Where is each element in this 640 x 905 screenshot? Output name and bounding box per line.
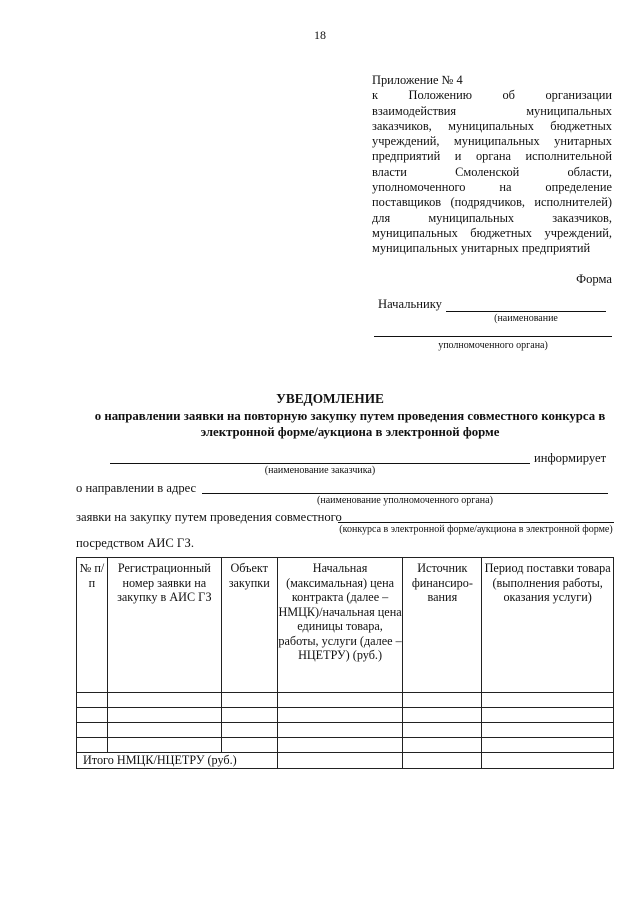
table-cell[interactable] bbox=[277, 738, 403, 753]
appendix-line: заказчиков, муниципальных бюджетных bbox=[372, 118, 612, 133]
header-cell-period: Период поставки товара (выполнения работы, оказания услуги) bbox=[482, 558, 614, 693]
table-cell[interactable] bbox=[482, 693, 614, 708]
document-subtitle bbox=[70, 409, 630, 440]
appendix-line: учреждений, муниципальных унитарных bbox=[372, 134, 612, 149]
table-cell[interactable] bbox=[107, 723, 221, 738]
header-cell-object: Объект закупки bbox=[221, 558, 277, 693]
addressee-caption: (наименование bbox=[494, 313, 558, 324]
appendix-line: к Положению об организации bbox=[372, 88, 612, 103]
appendix-line: взаимодействия муниципальных bbox=[372, 103, 612, 118]
table-cell[interactable] bbox=[403, 723, 482, 738]
subtitle-line: электронной форме/аукциона в электронной форме bbox=[200, 424, 500, 439]
appendix-line: поставщиков (подрядчиков, исполнителей) bbox=[372, 195, 612, 210]
header-cell-price: Начальная (максимальная) цена контракта (далее – НМЦК)/начальная цена единицы товара, работы, услуги (далее – НЦЕТРУ) (руб.) bbox=[277, 558, 403, 693]
total-label: Итого НМЦК/НЦЕТРУ (руб.) bbox=[77, 753, 278, 769]
table-cell[interactable] bbox=[482, 708, 614, 723]
via-label: посредством АИС ГЗ. bbox=[76, 536, 194, 550]
purchase-caption: (конкурса в электронной форме/аукциона в электронной форме) bbox=[339, 524, 613, 535]
total-value-cell[interactable] bbox=[482, 753, 614, 769]
appendix-title: Приложение № 4 bbox=[372, 73, 463, 87]
table-row bbox=[77, 738, 614, 753]
header-cell-number: № п/п bbox=[77, 558, 108, 693]
requests-table bbox=[76, 557, 614, 769]
table-cell[interactable] bbox=[107, 693, 221, 708]
table-cell[interactable] bbox=[482, 738, 614, 753]
table-cell[interactable] bbox=[403, 738, 482, 753]
appendix-block bbox=[372, 73, 612, 257]
appendix-line: уполномоченного на определение bbox=[372, 180, 612, 195]
table-row bbox=[77, 723, 614, 738]
table-total-row bbox=[77, 753, 614, 769]
table-cell[interactable] bbox=[277, 693, 403, 708]
appendix-line: муниципальных унитарных предприятий bbox=[372, 241, 591, 256]
customer-caption: (наименование заказчика) bbox=[264, 465, 376, 476]
table-cell[interactable] bbox=[221, 723, 277, 738]
total-value-cell[interactable] bbox=[277, 753, 403, 769]
customer-fill-line[interactable] bbox=[110, 463, 530, 464]
direction-label: о направлении в адрес bbox=[76, 481, 197, 495]
table-cell[interactable] bbox=[277, 708, 403, 723]
table-cell[interactable] bbox=[277, 723, 403, 738]
total-value-cell[interactable] bbox=[403, 753, 482, 769]
table-cell[interactable] bbox=[403, 693, 482, 708]
table-cell[interactable] bbox=[77, 723, 108, 738]
table-cell[interactable] bbox=[403, 708, 482, 723]
addressee-caption-2: уполномоченного органа) bbox=[438, 340, 548, 351]
appendix-line: муниципальных бюджетных учреждений, bbox=[372, 225, 612, 240]
table-header-row bbox=[77, 558, 614, 693]
header-cell-funding: Источник финансиро-вания bbox=[403, 558, 482, 693]
appendix-line: для муниципальных заказчиков, bbox=[372, 210, 612, 225]
addressee-fill-line[interactable] bbox=[446, 311, 606, 312]
org-fill-line[interactable] bbox=[202, 493, 608, 494]
header-cell-reg-number: Регистрационный номер заявки на закупку в АИС ГЗ bbox=[107, 558, 221, 693]
addressee-label: Начальнику bbox=[378, 297, 442, 311]
table-cell[interactable] bbox=[77, 708, 108, 723]
table-cell[interactable] bbox=[77, 738, 108, 753]
table-cell[interactable] bbox=[221, 738, 277, 753]
table-cell[interactable] bbox=[77, 693, 108, 708]
appendix-line: власти Смоленской области, bbox=[372, 164, 612, 179]
appendix-line: предприятий и органа исполнительной bbox=[372, 149, 612, 164]
table-cell[interactable] bbox=[221, 708, 277, 723]
addressee-fill-line-2[interactable] bbox=[374, 336, 612, 337]
purchase-label: заявки на закупку путем проведения совместного bbox=[76, 510, 342, 524]
document-title: УВЕДОМЛЕНИЕ bbox=[276, 391, 384, 406]
table-cell[interactable] bbox=[107, 738, 221, 753]
table-row bbox=[77, 693, 614, 708]
org-caption: (наименование уполномоченного органа) bbox=[317, 495, 493, 506]
page-number: 18 bbox=[314, 28, 326, 42]
subtitle-line: о направлении заявки на повторную закупку путем проведения совместного конкурса в bbox=[94, 409, 606, 423]
table-cell[interactable] bbox=[221, 693, 277, 708]
table-row bbox=[77, 708, 614, 723]
form-label: Форма bbox=[576, 272, 612, 286]
table-cell[interactable] bbox=[107, 708, 221, 723]
informs-text: информирует bbox=[534, 451, 607, 465]
table-cell[interactable] bbox=[482, 723, 614, 738]
purchase-fill-line[interactable] bbox=[338, 522, 614, 523]
